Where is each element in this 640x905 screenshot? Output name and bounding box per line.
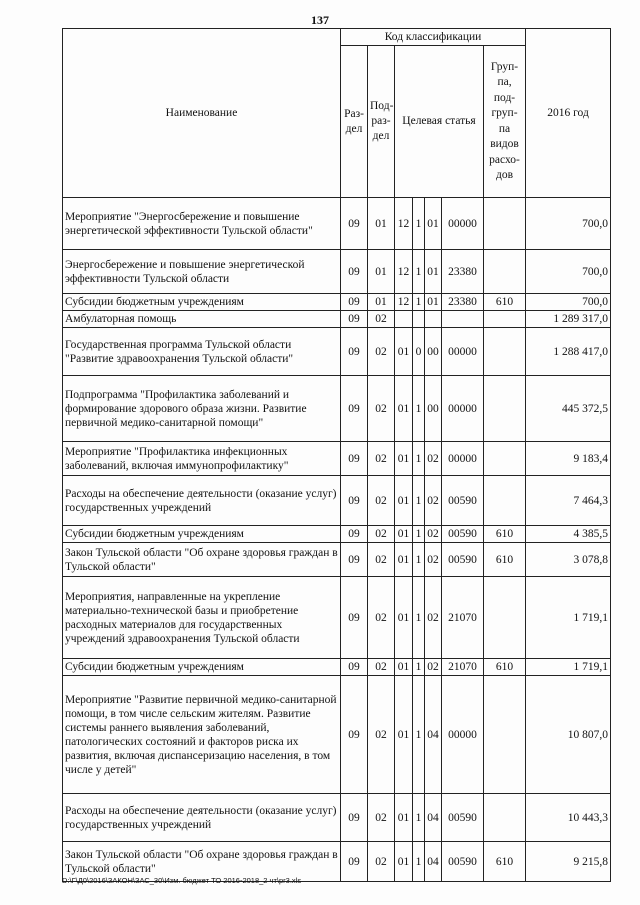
table-row (63, 311, 611, 328)
row-subprogram: 1 (413, 526, 425, 543)
row-subsection: 02 (368, 543, 395, 577)
row-event: 01 (425, 294, 442, 311)
row-section: 09 (341, 577, 368, 659)
row-group (484, 198, 526, 250)
row-name: Амбулаторная помощь (63, 311, 341, 328)
file-path-footer: D:\Г\Д0\2016\ЗАКОН\ЗАС_30\Изм. бюджет ТО 2016-2018_2 чт\pr3.xls (62, 876, 302, 885)
row-subsection: 02 (368, 659, 395, 676)
table-row (63, 659, 611, 676)
row-amount: 10 443,3 (526, 794, 611, 842)
header-section: Раз-дел (341, 46, 368, 198)
row-event: 04 (425, 794, 442, 842)
row-amount: 9 215,8 (526, 842, 611, 882)
row-subprogram (413, 311, 425, 328)
table-row (63, 676, 611, 794)
row-direction: 00000 (442, 198, 484, 250)
row-amount: 700,0 (526, 198, 611, 250)
row-event: 02 (425, 659, 442, 676)
row-program: 01 (395, 476, 413, 526)
row-direction: 00590 (442, 794, 484, 842)
row-subsection: 02 (368, 442, 395, 476)
row-program: 01 (395, 659, 413, 676)
table-row (63, 376, 611, 442)
row-name: Субсидии бюджетным учреждениям (63, 526, 341, 543)
row-event (425, 311, 442, 328)
row-group: 610 (484, 294, 526, 311)
row-group (484, 442, 526, 476)
row-subsection: 02 (368, 328, 395, 376)
row-program (395, 311, 413, 328)
table-row (63, 577, 611, 659)
row-event: 01 (425, 250, 442, 294)
row-section: 09 (341, 250, 368, 294)
row-section: 09 (341, 198, 368, 250)
row-direction (442, 311, 484, 328)
row-section: 09 (341, 794, 368, 842)
row-group (484, 328, 526, 376)
row-amount: 700,0 (526, 294, 611, 311)
row-group (484, 794, 526, 842)
row-event: 01 (425, 198, 442, 250)
row-section: 09 (341, 543, 368, 577)
row-direction: 00590 (442, 476, 484, 526)
row-program: 01 (395, 442, 413, 476)
row-amount: 1 719,1 (526, 577, 611, 659)
row-subprogram: 1 (413, 794, 425, 842)
row-subprogram: 1 (413, 676, 425, 794)
row-program: 01 (395, 794, 413, 842)
row-direction: 00590 (442, 526, 484, 543)
row-amount: 10 807,0 (526, 676, 611, 794)
row-subprogram: 1 (413, 476, 425, 526)
row-event: 02 (425, 476, 442, 526)
row-event: 04 (425, 842, 442, 882)
row-subprogram: 0 (413, 328, 425, 376)
row-direction: 00000 (442, 376, 484, 442)
row-program: 01 (395, 328, 413, 376)
table-body (63, 198, 611, 882)
row-event: 00 (425, 328, 442, 376)
row-amount: 3 078,8 (526, 543, 611, 577)
row-amount: 1 289 317,0 (526, 311, 611, 328)
row-program: 01 (395, 526, 413, 543)
row-group (484, 250, 526, 294)
row-subsection: 02 (368, 526, 395, 543)
row-subsection: 02 (368, 311, 395, 328)
row-direction: 00590 (442, 543, 484, 577)
row-section: 09 (341, 676, 368, 794)
row-program: 12 (395, 198, 413, 250)
row-section: 09 (341, 526, 368, 543)
row-amount: 700,0 (526, 250, 611, 294)
header-classification: Код классификации (341, 29, 526, 46)
row-direction: 00590 (442, 842, 484, 882)
row-name: Закон Тульской области "Об охране здоровья граждан в Тульской области" (63, 842, 341, 882)
row-subprogram: 1 (413, 442, 425, 476)
row-subprogram: 1 (413, 250, 425, 294)
row-program: 12 (395, 294, 413, 311)
row-subsection: 01 (368, 294, 395, 311)
table-row (63, 526, 611, 543)
row-amount: 4 385,5 (526, 526, 611, 543)
row-group: 610 (484, 543, 526, 577)
table-row (63, 442, 611, 476)
row-direction: 00000 (442, 676, 484, 794)
row-event: 02 (425, 577, 442, 659)
row-section: 09 (341, 376, 368, 442)
row-name: Мероприятия, направленные на укрепление материально-технической базы и приобретение расходных материалов для государственных учреждений здравоохранения Тульской области (63, 577, 341, 659)
row-direction: 00000 (442, 328, 484, 376)
header-name: Наименование (63, 29, 341, 198)
table-row (63, 794, 611, 842)
row-subsection: 02 (368, 676, 395, 794)
row-section: 09 (341, 328, 368, 376)
row-group: 610 (484, 526, 526, 543)
table-row (63, 294, 611, 311)
row-group (484, 311, 526, 328)
row-subprogram: 1 (413, 659, 425, 676)
row-section: 09 (341, 842, 368, 882)
row-event: 04 (425, 676, 442, 794)
row-name: Расходы на обеспечение деятельности (оказание услуг) государственных учреждений (63, 794, 341, 842)
row-section: 09 (341, 294, 368, 311)
table-row (63, 328, 611, 376)
table-row (63, 198, 611, 250)
row-subsection: 02 (368, 376, 395, 442)
row-subprogram: 1 (413, 543, 425, 577)
row-name: Государственная программа Тульской области "Развитие здравоохранения Тульской области" (63, 328, 341, 376)
row-program: 01 (395, 577, 413, 659)
row-subprogram: 1 (413, 842, 425, 882)
row-direction: 21070 (442, 577, 484, 659)
row-program: 01 (395, 676, 413, 794)
row-subsection: 02 (368, 577, 395, 659)
row-event: 02 (425, 543, 442, 577)
row-direction: 21070 (442, 659, 484, 676)
row-amount: 1 719,1 (526, 659, 611, 676)
row-amount: 445 372,5 (526, 376, 611, 442)
row-amount: 7 464,3 (526, 476, 611, 526)
row-group: 610 (484, 842, 526, 882)
header-expense-group: Груп-па, под-груп-па видов расхо-дов (484, 46, 526, 198)
row-event: 00 (425, 376, 442, 442)
row-event: 02 (425, 526, 442, 543)
row-group (484, 476, 526, 526)
row-subsection: 02 (368, 794, 395, 842)
row-group (484, 676, 526, 794)
header-subsection: Под-раз-дел (368, 46, 395, 198)
row-subprogram: 1 (413, 294, 425, 311)
row-subsection: 02 (368, 476, 395, 526)
row-section: 09 (341, 659, 368, 676)
header-target-article: Целевая статья (395, 46, 484, 198)
row-group: 610 (484, 659, 526, 676)
row-subprogram: 1 (413, 376, 425, 442)
table-row (63, 476, 611, 526)
row-section: 09 (341, 311, 368, 328)
row-amount: 1 288 417,0 (526, 328, 611, 376)
row-program: 12 (395, 250, 413, 294)
row-subsection: 01 (368, 250, 395, 294)
row-event: 02 (425, 442, 442, 476)
row-name: Мероприятие "Энергосбережение и повышение энергетической эффективности Тульской области" (63, 198, 341, 250)
row-name: Подпрограмма "Профилактика заболеваний и формирование здорового образа жизни. Развитие первичной медико-санитарной помощи" (63, 376, 341, 442)
row-group (484, 376, 526, 442)
row-program: 01 (395, 842, 413, 882)
row-name: Субсидии бюджетным учреждениям (63, 294, 341, 311)
table-row (63, 543, 611, 577)
row-program: 01 (395, 543, 413, 577)
page-number: 137 (311, 13, 329, 27)
row-section: 09 (341, 442, 368, 476)
row-direction: 23380 (442, 294, 484, 311)
table-row (63, 250, 611, 294)
row-group (484, 577, 526, 659)
row-direction: 23380 (442, 250, 484, 294)
row-subprogram: 1 (413, 198, 425, 250)
row-name: Субсидии бюджетным учреждениям (63, 659, 341, 676)
row-amount: 9 183,4 (526, 442, 611, 476)
row-subsection: 02 (368, 842, 395, 882)
row-program: 01 (395, 376, 413, 442)
header-year: 2016 год (526, 29, 611, 198)
row-subprogram: 1 (413, 577, 425, 659)
row-name: Мероприятие "Развитие первичной медико-санитарной помощи, в том числе сельским жителям. Развитие системы раннего выявления заболеваний, патологических состояний и факторов риска их развития, включая диспансеризацию населения, в том числе у детей" (63, 676, 341, 794)
row-direction: 00000 (442, 442, 484, 476)
row-name: Расходы на обеспечение деятельности (оказание услуг) государственных учреждений (63, 476, 341, 526)
row-name: Мероприятие "Профилактика инфекционных заболеваний, включая иммунопрофилактику" (63, 442, 341, 476)
budget-table (62, 28, 611, 882)
row-name: Энергосбережение и повышение энергетической эффективности Тульской области (63, 250, 341, 294)
row-name: Закон Тульской области "Об охране здоровья граждан в Тульской области" (63, 543, 341, 577)
row-section: 09 (341, 476, 368, 526)
row-subsection: 01 (368, 198, 395, 250)
